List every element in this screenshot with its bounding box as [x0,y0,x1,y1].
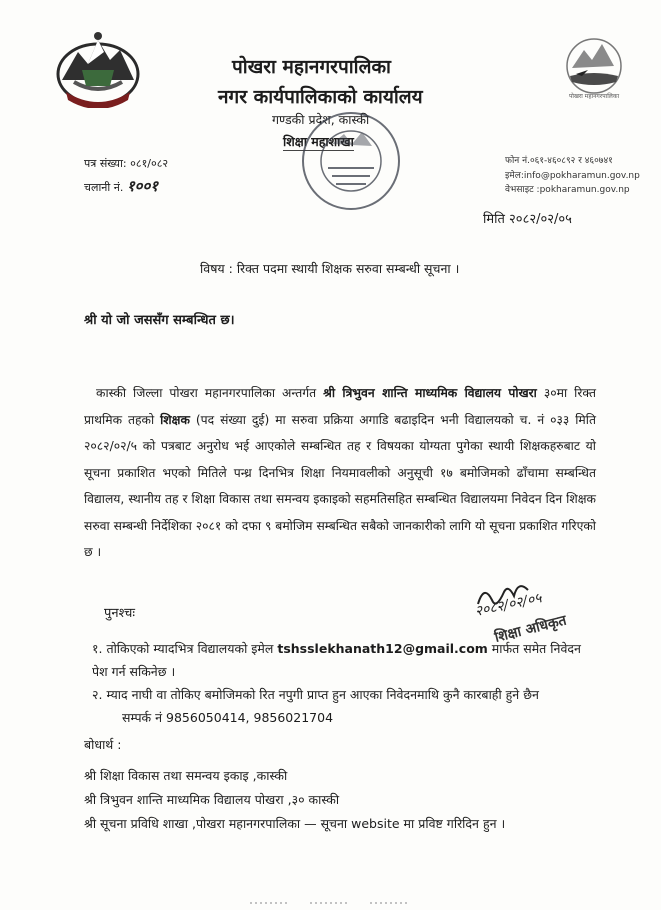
office-subtitle: नगर कार्यपालिकाको कार्यालय [218,86,423,108]
office-title: पोखरा महानगरपालिका [232,56,391,78]
office-address: गण्डकी प्रदेश, कास्की [272,112,370,127]
nepal-emblem-icon [52,30,144,108]
letter-date: मिति २०८२/०२/०५ [483,212,572,227]
body-text-1: कास्की जिल्ला पोखरा महानगरपालिका अन्तर्गत [96,386,324,400]
body-school-name: श्री त्रिभुवन शान्ति माध्यमिक विद्यालय पोखरा [323,386,537,400]
info-recipient: श्री सूचना प्रविधि शाखा ,पोखरा महानगरपालिका — सूचना website मा प्रविष्ट गरिदिन हुन । [84,816,506,831]
notice-body [84,380,596,566]
letter-number [84,156,168,171]
postscript-item-2: २. म्याद नाघी वा तोकिए बमोजिमको रित नपुगी प्राप्त हुन आएका निवेदनमाथि कुनै कारबाही हुने छैन [92,687,539,702]
svg-text:पोखरा महानगरपालिका: पोखरा महानगरपालिका [568,93,620,100]
body-text-2: ३०मा रिक्त प्राथमिक तहको [84,386,596,427]
contact-website: वेभसाइट :pokharamun.gov.np [505,185,630,195]
office-section: शिक्षा महाशाखा [283,134,354,149]
page-footer-mark [250,899,410,907]
info-recipient: श्री शिक्षा विकास तथा समन्वय इकाइ ,कास्की [84,768,288,783]
item-1-prefix: १. तोकिएको म्यादभित्र विद्यालयको इमेल [92,641,278,656]
pokhara-logo-icon [558,36,630,102]
dispatch-number [84,176,158,196]
signature-date: २०८२/०२/०५ [473,590,544,620]
body-text-3: (पद संख्या दुई) मा सरुवा प्रक्रिया अगाडि बढाइदिन भनी विद्यालयको च. नं ०३३ मिति २०८२/०२/५ को पत्रबाट अनुरोध भई आएकोले सम्बन्धित तह र विषयका योग्यता पुगेका स्थायी शिक्षकहरुबाट यो सूचना प्रकाशित भएको मितिले पन्ध्र दिनभित्र शिक्षा नियमावलीको अनुसूची १७ बमोजिमको ढाँचामा सम्बन्धित विद्यालय, स्थानीय तह र शिक्षा विकास तथा समन्वय इकाइको सहमतिसहित सम्बन्धित विद्यालयमा निवेदन दिन शिक्षक सरुवा सम्बन्धी निर्देशिका २०८१ को दफा ९ बमोजिम सम्बन्धित सबैको जानकारीको लागि यो सूचना प्रकाशित गरिएको छ । [84,412,596,559]
info-recipient: श्री त्रिभुवन शान्ति माध्यमिक विद्यालय पोखरा ,३० कास्की [84,792,340,807]
contact-numbers: सम्पर्क नं 9856050414, 9856021704 [122,710,334,725]
body-post-name: शिक्षक [160,412,190,427]
salutation: श्री यो जो जससँग सम्बन्धित छ। [84,313,235,328]
letter-subject: विषय : रिक्त पदमा स्थायी शिक्षक सरुवा सम्बन्धी सूचना । [200,261,460,276]
officer-signature [456,570,606,646]
contact-phone: फोन नं.०६१-४६०८९२ र ४६०७४१ [505,156,613,166]
school-email-link[interactable]: tshsslekhanath12@gmail.com [277,641,488,656]
postscript-item-1 [92,640,581,657]
postscript-label: पुनश्चः [104,606,136,621]
dispatch-number-label: चलानी नं. [84,181,124,194]
dispatch-number-value: १००१ [126,177,159,195]
postscript-item-1-line2: पेश गर्न सकिनेछ । [92,664,176,679]
item-1-suffix: मार्फत समेत निवेदन [487,641,581,656]
contact-email: इमेल:info@pokharamun.gov.np [505,171,640,181]
officer-stamp-text: शिक्षा अधिकृत [493,612,569,646]
letter-number-value: ०८१/०८२ [130,157,169,170]
office-stamp [292,106,410,216]
letter-number-label: पत्र संख्या: [84,157,127,170]
info-label: बोधार्थ : [84,737,122,752]
